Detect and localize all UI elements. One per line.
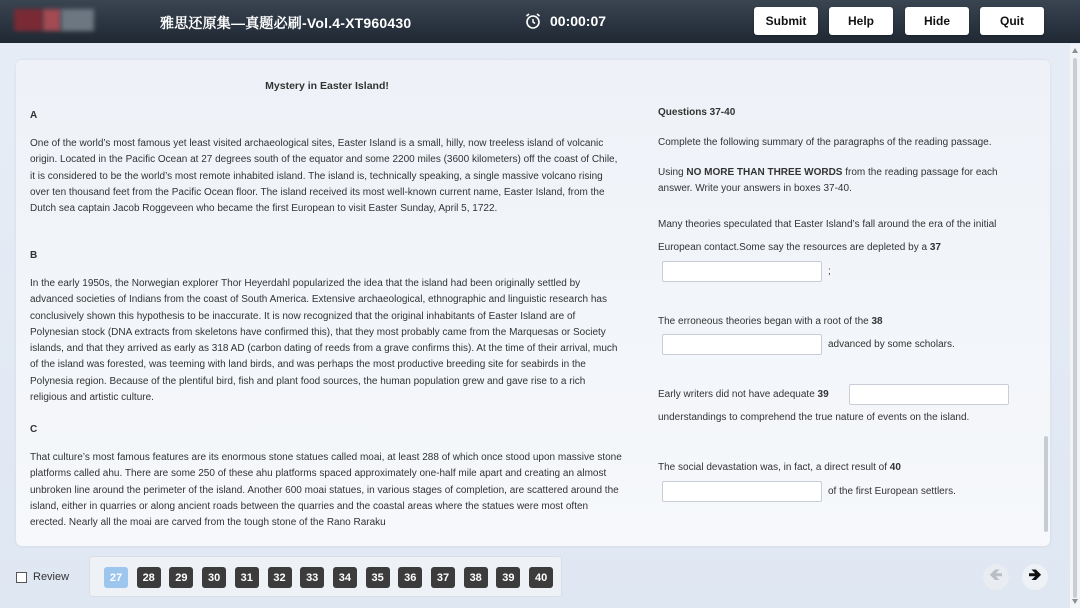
question-nav-button-35[interactable]: 35 xyxy=(366,567,390,588)
question-nav-button-32[interactable]: 32 xyxy=(268,567,292,588)
question-number-38: 38 xyxy=(871,316,883,327)
q39-text: Early writers did not have adequate 39 xyxy=(658,389,829,400)
passage-title: Mystery in Easter Island! xyxy=(265,80,389,92)
previous-arrow-icon[interactable]: 🡸 xyxy=(983,564,1009,590)
question-nav-button-33[interactable]: 33 xyxy=(300,567,324,588)
instruction-summary: Complete the following summary of the paragraphs of the reading passage. xyxy=(658,137,992,148)
timer xyxy=(524,12,606,30)
section-label-a: A xyxy=(30,110,38,121)
paragraph-b: In the early 1950s, the Norwegian explorer Thor Heyerdahl popularized the idea that the island had been originally settled by advanced societies of Indians from the coast of South America. Extensive archaeological, ethnographic and linguistic research has conclusively shown this hypothesis to be inaccurate. It is now recognized that the original inhabitants of Easter Island are of Polynesian stock (DNA extracts from skeletons have confirmed this), that they most probably came from the Marquesas or Society islands, and that they arrived as early as 318 AD (carbon dating of reeds from a grave confirms this). At the time of their arrival, much of the island was forested, was teeming with land birds, and was perhaps the most productive breeding site for seabirds in the Polynesia region. Because of the plentiful bird, fish and plant food sources, the human population grew and gave rise to a rich religious and artistic culture. xyxy=(30,278,618,404)
answer-input-37[interactable] xyxy=(662,261,822,282)
question-nav-button-39[interactable]: 39 xyxy=(496,567,520,588)
top-bar xyxy=(0,0,1080,43)
logo xyxy=(14,9,94,31)
question-number-40: 40 xyxy=(889,462,901,473)
q37-text-line2: European contact.Some say the resources are depleted by a 37 xyxy=(658,242,941,253)
question-nav-button-37[interactable]: 37 xyxy=(431,567,455,588)
page-scrollbar[interactable] xyxy=(1070,44,1080,608)
review-toggle[interactable] xyxy=(16,571,69,583)
question-nav-button-31[interactable]: 31 xyxy=(235,567,259,588)
reading-passage[interactable] xyxy=(30,60,624,546)
questions-scrollbar[interactable] xyxy=(1044,436,1048,532)
questions-heading: Questions 37-40 xyxy=(658,107,736,118)
timer-value: 00:00:07 xyxy=(550,13,607,29)
answer-input-38[interactable] xyxy=(662,334,822,355)
instruction-word-limit: Using NO MORE THAN THREE WORDS from the reading passage for each answer. Write your answers in boxes 37-40. xyxy=(658,167,998,194)
question-nav-button-40[interactable]: 40 xyxy=(529,567,553,588)
review-label: Review xyxy=(33,571,70,583)
question-number-37: 37 xyxy=(929,242,941,253)
questions-panel xyxy=(658,60,1038,546)
quit-button[interactable]: Quit xyxy=(980,7,1044,35)
review-checkbox[interactable] xyxy=(16,572,27,583)
q38-text: The erroneous theories began with a root of the 38 xyxy=(658,316,883,327)
help-button[interactable]: Help xyxy=(829,7,893,35)
q37-after-text: ; xyxy=(828,266,831,277)
question-number-39: 39 xyxy=(817,389,829,400)
submit-button[interactable]: Submit xyxy=(754,7,818,35)
question-nav-button-36[interactable]: 36 xyxy=(398,567,422,588)
alarm-clock-icon xyxy=(524,12,542,30)
paragraph-a: One of the world’s most famous yet least visited archaeological sites, Easter Island is a small, hilly, now treeless island of volcanic origin. Located in the Pacific Ocean at 27 degrees south of the equator and some 2200 miles (3600 kilometers) off the coast of Chile, it is considered to be the world’s most remote inhabited island. The island is, technically speaking, a single massive volcano rising over ten thousand feet from the Pacific Ocean floor. The island received its most well-known current name, Easter Island, from the Dutch sea captain Jacob Roggeveen who became the first European to visit Easter Sunday, April 5, 1722. xyxy=(30,138,618,215)
question-nav-button-29[interactable]: 29 xyxy=(169,567,193,588)
q40-after-text: of the first European settlers. xyxy=(828,486,956,497)
q38-after-text: advanced by some scholars. xyxy=(828,339,955,350)
answer-input-40[interactable] xyxy=(662,481,822,502)
q40-text: The social devastation was, in fact, a direct result of 40 xyxy=(658,462,901,473)
question-navigator xyxy=(89,556,562,597)
question-nav-button-28[interactable]: 28 xyxy=(137,567,161,588)
paragraph-c: That culture’s most famous features are its enormous stone statues called moai, at least 288 of which once stood upon massive stone platforms called ahu. There are some 250 of these ahu platforms spaced approximately one-half mile apart and creating an almost unbroken line around the perimeter of the island. Another 600 moai statues, in various stages of completion, are scattered around the island, either in quarries or along ancient roads between the quarries and the coastal areas where the statues were most often erected. Nearly all the moai are carved from the tough stone of the Rano Raraku xyxy=(30,452,622,529)
question-nav-button-30[interactable]: 30 xyxy=(202,567,226,588)
content-panel xyxy=(16,60,1050,546)
q37-text-line1: Many theories speculated that Easter Island’s fall around the era of the initial xyxy=(658,219,997,230)
q39-after-text: understandings to comprehend the true nature of events on the island. xyxy=(658,412,970,423)
question-nav-button-38[interactable]: 38 xyxy=(464,567,488,588)
hide-button[interactable]: Hide xyxy=(905,7,969,35)
question-nav-button-27[interactable]: 27 xyxy=(104,567,128,588)
section-label-b: B xyxy=(30,250,38,261)
section-label-c: C xyxy=(30,424,38,435)
answer-input-39[interactable] xyxy=(849,384,1009,405)
next-arrow-icon[interactable]: 🡺 xyxy=(1022,564,1048,590)
question-nav-button-34[interactable]: 34 xyxy=(333,567,357,588)
test-title: 雅思还原集—真题必刷-Vol.4-XT960430 xyxy=(160,15,412,31)
